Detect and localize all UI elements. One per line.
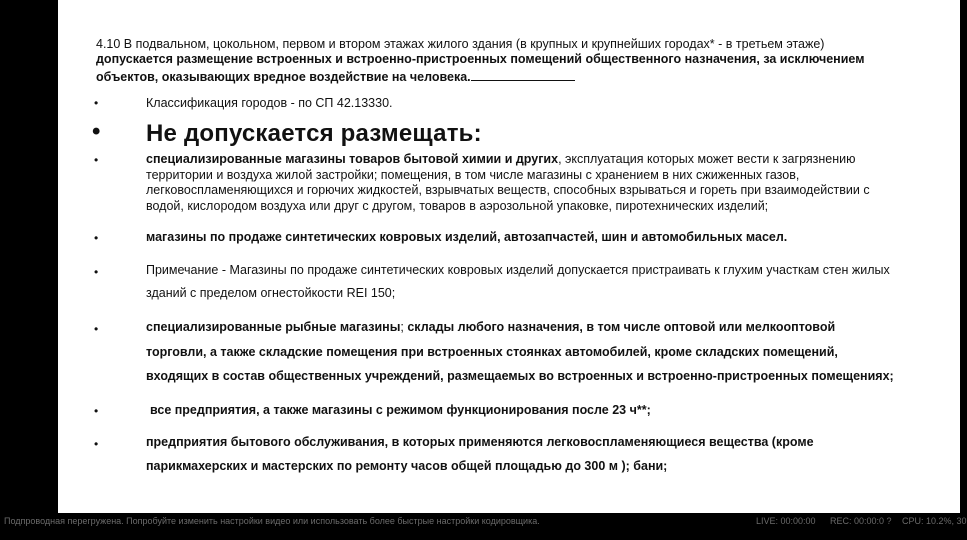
item-4: все предприятия, а также магазины с режимом функционирования после 23 ч**; <box>150 403 651 417</box>
note-line-1: Примечание - Магазины по продаже синтетических ковровых изделий допускается пристраивать к глухим участкам стен жилых <box>146 263 890 277</box>
fill-in-underline <box>471 68 575 81</box>
bullet-icon: • <box>94 231 99 245</box>
note-line-2: зданий с пределом огнестойкости REI 150; <box>146 286 396 300</box>
bullet-icon: • <box>94 153 99 167</box>
cpu-usage: CPU: 10.2%, 30 <box>902 516 967 526</box>
bullet-icon: • <box>94 404 99 418</box>
bullet-icon: • <box>94 265 99 279</box>
recorder-status-bar <box>0 513 967 540</box>
item-2: магазины по продаже синтетических ковровых изделий, автозапчастей, шин и автомобильных масел. <box>146 230 788 244</box>
item-1-line-3: легковоспламеняющихся и горючих жидкостей, взрывчатых веществ, способных взрываться и гореть при взаимодействии с <box>146 183 870 197</box>
item-5-line-2: парикмахерских и мастерских по ремонту часов общей площадью до 300 м ); бани; <box>146 459 668 473</box>
bullet-icon: • <box>94 322 99 336</box>
paragraph-4-10-line-3-text: объектов, оказывающих вредное воздействие на человека. <box>96 70 471 84</box>
item-1-line-4: водой, кислородом воздуха или друг с другом, товаров в аэрозольной упаковке, пиротехнических изделий; <box>146 199 769 213</box>
paragraph-4-10-line-3 <box>96 68 575 85</box>
item-5-line-1: предприятия бытового обслуживания, в которых применяются легковоспламеняющиеся вещества (кроме <box>146 435 814 449</box>
item-1-line-2: территории и воздуха жилой застройки; помещения, в том числе магазины с хранением в них сжиженных газов, <box>146 168 800 182</box>
cities-classification-note: Классификация городов - по СП 42.13330. <box>146 96 393 110</box>
item-1-line-1 <box>146 152 856 167</box>
bullet-icon: • <box>92 118 101 145</box>
item-1-bold-text: специализированные магазины товаров бытовой химии и других <box>146 152 559 166</box>
item-3-rest-text: склады любого назначения, в том числе оптовой или мелкооптовой <box>403 320 836 334</box>
paragraph-4-10-line-2: допускается размещение встроенных и встроенно-пристроенных помещений общественного назначения, за исключением <box>96 52 865 66</box>
item-1-rest-text: , эксплуатация которых может вести к загрязнению <box>558 152 856 166</box>
bullet-icon: • <box>94 437 99 451</box>
bullet-icon: • <box>94 96 99 110</box>
encoder-warning-text: Подпроводная перегружена. Попробуйте изменить настройки видео или использовать более быстрые настройки кодировщика. <box>4 516 540 526</box>
live-timer: LIVE: 00:00:00 <box>756 516 816 526</box>
item-3-line-2: торговли, а также складские помещения при встроенных стоянках автомобилей, кроме складских помещений, <box>146 345 838 359</box>
section-heading: Не допускается размещать: <box>146 120 482 147</box>
item-3-separator: ; <box>400 320 404 334</box>
item-3-line-3: входящих в состав общественных учреждений, размещаемых во встроенных и встроенно-пристроенных помещениях; <box>146 369 894 383</box>
item-3-bold-text: специализированные рыбные магазины <box>146 320 401 334</box>
paragraph-4-10-line-1: 4.10 В подвальном, цокольном, первом и втором этажах жилого здания (в крупных и крупнейших городах* - в третьем этаже) <box>96 37 825 51</box>
slide <box>58 0 960 513</box>
rec-timer: REC: 00:00:0 ? <box>830 516 892 526</box>
item-3-line-1 <box>146 320 835 335</box>
